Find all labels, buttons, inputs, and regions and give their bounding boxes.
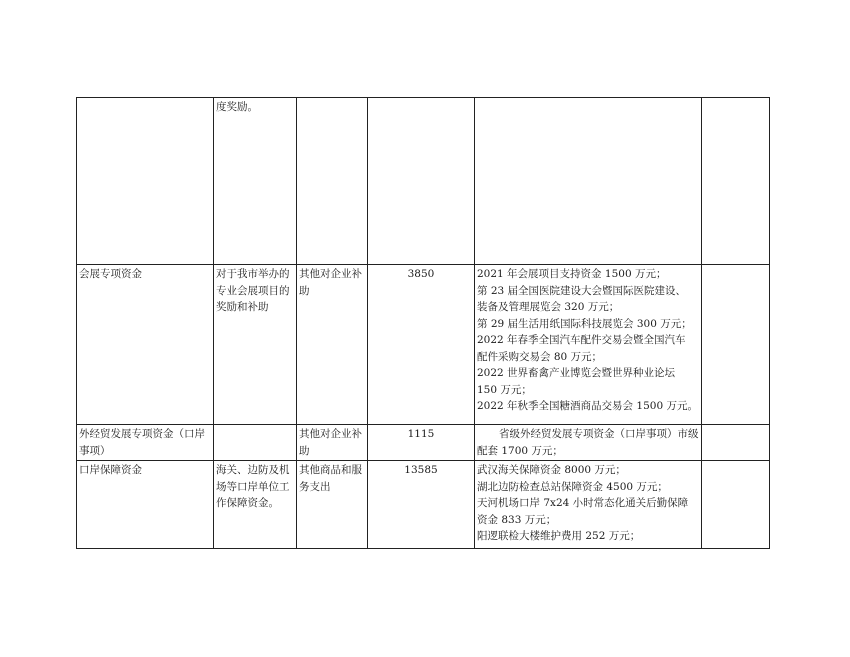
category-cell: 其他对企业补助 xyxy=(297,425,368,461)
detail-line: 150 万元； xyxy=(477,383,532,396)
project-name-cell: 口岸保障资金 xyxy=(77,461,214,549)
category-cell: 其他对企业补助 xyxy=(297,265,368,425)
table-row xyxy=(77,425,770,461)
table-row xyxy=(77,98,770,265)
note-cell xyxy=(701,98,769,265)
basis-cell: 海关、边防及机场等口岸单位工作保障资金。 xyxy=(214,461,297,549)
note-cell xyxy=(701,425,769,461)
detail-line: 阳逻联检大楼维护费用 252 万元； xyxy=(477,530,641,542)
note-cell xyxy=(701,461,769,549)
details-cell xyxy=(475,98,702,265)
project-name-cell: 会展专项资金 xyxy=(77,265,214,425)
detail-line: 天河机场口岸 7x24 小时常态化通关后勤保障 xyxy=(477,497,689,509)
amount-cell: 1115 xyxy=(368,425,475,461)
amount-cell: 3850 xyxy=(368,265,475,425)
detail-line: 资金 833 万元； xyxy=(477,513,557,526)
details-cell xyxy=(475,265,702,425)
project-name-cell: 外经贸发展专项资金（口岸事项） xyxy=(77,425,214,461)
detail-line: 2022 世界畜禽产业博览会暨世界种业论坛 xyxy=(477,367,676,379)
project-name-cell xyxy=(77,98,214,265)
detail-line: 配套 1700 万元； xyxy=(477,444,563,457)
amount-cell: 13585 xyxy=(368,461,475,549)
detail-line: 2022 年春季全国汽车配件交易会暨全国汽车 xyxy=(477,334,686,346)
amount-cell xyxy=(368,98,475,265)
detail-line: 武汉海关保障资金 8000 万元； xyxy=(477,464,626,476)
table-row xyxy=(77,265,770,425)
table-row xyxy=(77,461,770,549)
detail-line: 2022 年秋季全国糖酒商品交易会 1500 万元。 xyxy=(477,400,698,412)
basis-cell: 度奖励。 xyxy=(214,98,297,265)
detail-line: 第 23 届全国医院建设大会暨国际医院建设、 xyxy=(477,284,687,297)
category-cell: 其他商品和服务支出 xyxy=(297,461,368,549)
basis-cell: 对于我市举办的专业会展项目的奖励和补助 xyxy=(214,265,297,425)
detail-line: 第 29 届生活用纸国际科技展览会 300 万元； xyxy=(477,317,692,330)
funding-table xyxy=(76,97,770,549)
basis-cell xyxy=(214,425,297,461)
detail-line: 配件采购交易会 80 万元； xyxy=(477,350,603,363)
detail-line: 2021 年会展项目支持资金 1500 万元； xyxy=(477,268,667,280)
detail-line: 装备及管理展览会 320 万元； xyxy=(477,301,620,313)
detail-line: 省级外经贸发展专项资金（口岸事项）市级 xyxy=(499,428,699,440)
details-cell xyxy=(475,461,702,549)
note-cell xyxy=(701,265,769,425)
category-cell xyxy=(297,98,368,265)
details-cell xyxy=(475,425,702,461)
detail-line: 湖北边防检查总站保障资金 4500 万元； xyxy=(477,480,668,493)
